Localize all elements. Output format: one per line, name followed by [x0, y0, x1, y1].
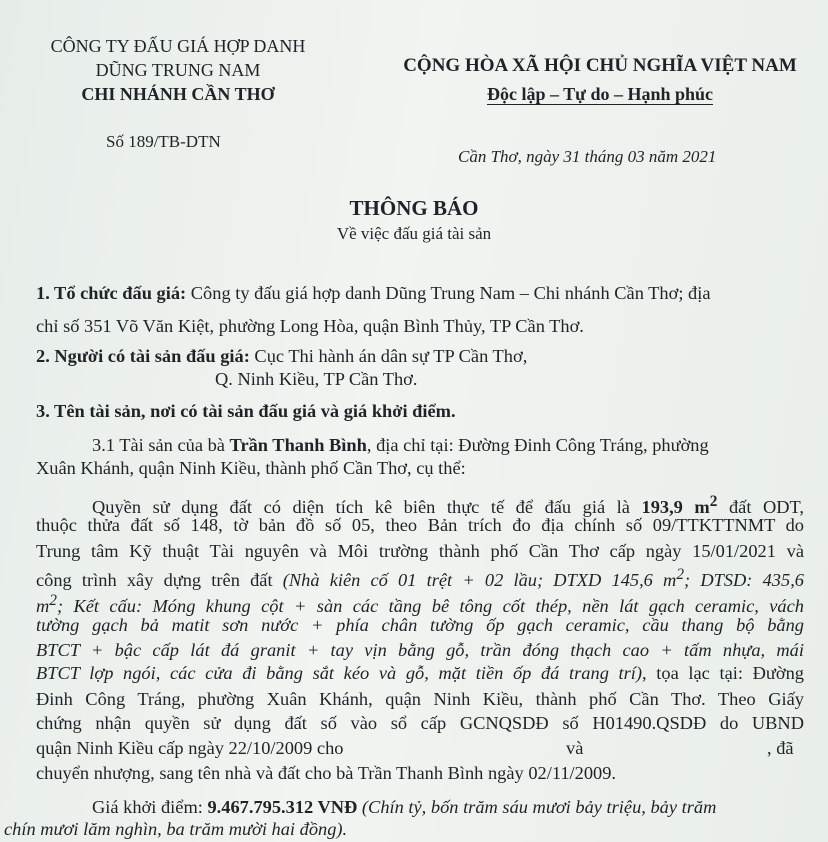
asset-line13-part2: và [566, 738, 584, 758]
section3-heading: 3. Tên tài sản, nơi có tài sản đấu giá và giá khởi điểm. [36, 401, 456, 421]
section1-line2: chỉ số 351 Võ Văn Kiệt, phường Long Hòa, quận Bình Thủy, TP Cần Thơ. [36, 316, 584, 336]
asset-location-intro: , tọa lạc tại: Đường [642, 663, 804, 683]
asset-area-unit-sup: 2 [709, 493, 718, 510]
asset-line6 [36, 564, 804, 591]
asset-line2: Xuân Khánh, quận Ninh Kiều, thành phố Cần Thơ, cụ thể: [36, 458, 466, 478]
asset-line1 [92, 434, 709, 456]
asset-line9: BTCT + bậc cấp lát đá granit + tay vịn bằng gỗ, trần đóng thạch cao + tấm nhựa, mái [36, 640, 804, 660]
starting-price-words1: (Chín tỷ, bốn trăm sáu mươi bảy triệu, bảy trăm [357, 797, 717, 817]
org-name-line2: DŨNG TRUNG NAM [95, 60, 261, 80]
asset-construction-dtsd: ; DTSD: 435,6 [684, 570, 804, 591]
national-header [382, 52, 818, 109]
asset-address: , địa chỉ tại: Đường Đinh Công Tráng, phường [366, 435, 709, 455]
asset-construction-detail: (Nhà kiên cố 01 trệt + 02 lầu; DTXD 145,6 m [282, 570, 677, 591]
country-name: CỘNG HÒA XÃ HỘI CHỦ NGHĨA VIỆT NAM [403, 55, 797, 76]
asset-line8: tường gạch bả matit sơn nước + phía chân tường ốp gạch ceramic, cầu thang bộ bằng [36, 615, 804, 635]
asset-line10 [36, 662, 804, 684]
asset-area-intro: Quyền sử dụng đất có diện tích kê biên thực tế để đấu giá là [92, 497, 642, 518]
section1-line1 [36, 282, 711, 304]
org-branch: CHI NHÁNH CẦN THƠ [81, 84, 275, 104]
asset-structure-text: ; Kết cấu: Móng khung cột + sàn các tầng bê tông cốt thép, nền lát gạch ceramic, vách [56, 596, 804, 617]
asset-owner: Trần Thanh Bình [229, 435, 367, 455]
asset-unit-m: m [36, 596, 50, 617]
asset-construction-intro: công trình xây dựng trên đất [36, 570, 283, 591]
asset-line4: thuộc thửa đất số 148, tờ bản đồ số 05, theo Bản trích đo địa chính số 09/TTKTTNMT do [36, 515, 804, 535]
starting-price-words2: chín mươi lăm nghìn, ba trăm mười hai đồng). [4, 819, 348, 839]
section1-text1: Công ty đấu giá hợp danh Dũng Trung Nam – Chi nhánh Cần Thơ; địa [186, 283, 711, 303]
section2-label: 2. Người có tài sản đấu giá: [36, 346, 250, 366]
section2-line2: Q. Ninh Kiều, TP Cần Thơ. [215, 369, 418, 389]
document-title: THÔNG BÁO [349, 196, 479, 220]
asset-intro: 3.1 Tài sản của bà [92, 435, 230, 455]
asset-line13-part1: quận Ninh Kiều cấp ngày 22/10/2009 cho [36, 738, 344, 758]
document-subtitle: Về việc đấu giá tài sản [336, 224, 492, 243]
asset-area-value: 193,9 m [641, 497, 710, 518]
section2-line1 [36, 345, 527, 367]
asset-line13-part3: , đã [767, 738, 794, 758]
asset-area-type: đất ODT, [717, 497, 804, 518]
asset-construction-sup: 2 [676, 566, 685, 583]
asset-line14: chuyển nhượng, sang tên nhà và đất cho bà Trần Thanh Bình ngày 02/11/2009. [36, 763, 617, 783]
document-number: Số 189/TB-DTN [106, 132, 221, 151]
starting-price-line [92, 796, 716, 818]
organization-header [28, 34, 328, 106]
asset-structure-end: BTCT lợp ngói, các cửa đi bằng sắt kéo và gỗ, mặt tiền ốp đá trang trí) [36, 663, 643, 683]
asset-line11: Đinh Công Tráng, phường Xuân Khánh, quận Ninh Kiều, thành phố Cần Thơ. Theo Giấy [36, 689, 804, 709]
asset-line12: chứng nhận quyền sử dụng đất số vào sổ cấp GCNQSDĐ số H01490.QSDĐ do UBND [36, 713, 804, 733]
national-motto: Độc lập – Tự do – Hạnh phúc [486, 84, 714, 104]
section1-label: 1. Tổ chức đấu giá: [36, 283, 187, 303]
org-name-line1: CÔNG TY ĐẤU GIÁ HỢP DANH [50, 36, 306, 56]
section2-text1: Cục Thi hành án dân sự TP Cần Thơ, [249, 346, 528, 366]
document-date: Cần Thơ, ngày 31 tháng 03 năm 2021 [458, 147, 717, 166]
asset-line5: Trung tâm Kỹ thuật Tài nguyên và Môi trường thành phố Cần Thơ cấp ngày 15/01/2021 và [36, 541, 804, 561]
starting-price-value: 9.467.795.312 VNĐ [207, 797, 358, 817]
starting-price-label: Giá khởi điểm: [92, 797, 208, 817]
asset-unit-sup: 2 [49, 592, 57, 609]
